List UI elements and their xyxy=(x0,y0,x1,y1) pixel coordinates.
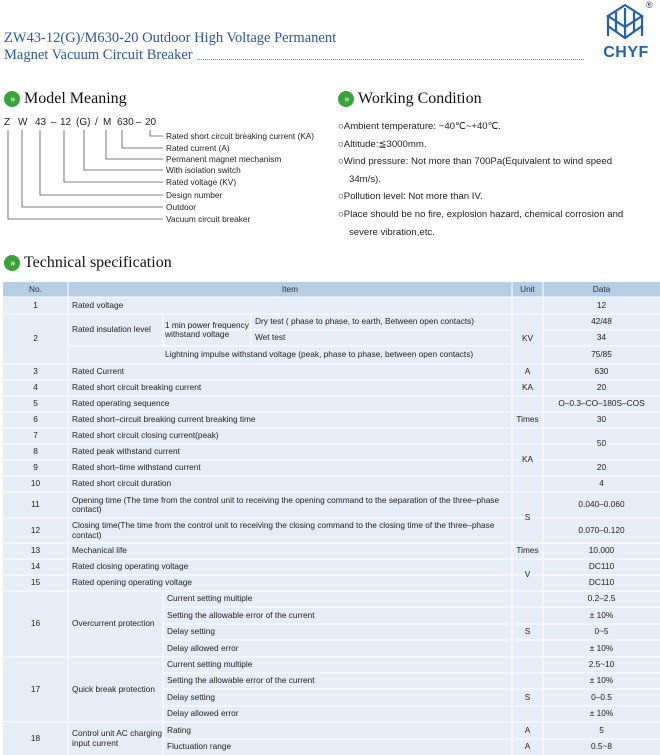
row-data: ± 10% xyxy=(589,675,614,686)
row-subitem: Dry test ( phase to phase, to earth, Between open contacts) xyxy=(255,316,475,327)
row-subitem: Delay setting xyxy=(167,626,215,637)
row-item: Rated insulation level xyxy=(72,324,151,335)
condition-item: ○Place should be no fire, explosion hazard, chemical corrosion and xyxy=(338,208,624,220)
code-part: / xyxy=(95,117,98,128)
row-item: Rated short–time withstand current xyxy=(72,462,201,473)
row-data: 0.040–0.060 xyxy=(578,499,625,510)
row-no: 2 xyxy=(33,333,38,344)
code-part: M xyxy=(103,117,112,128)
row-item: Control unit AC charging input current xyxy=(72,728,162,748)
document-title xyxy=(4,30,584,64)
row-item: Rated short circuit breaking current xyxy=(72,382,202,393)
row-item: Rated opening operating voltage xyxy=(72,577,192,588)
row-no: 5 xyxy=(33,398,38,409)
model-label: Rated current (A) xyxy=(166,143,230,153)
col-header-unit: Unit xyxy=(520,283,535,294)
code-part: – xyxy=(136,117,142,128)
row-data: 630 xyxy=(594,366,609,377)
row-no: 16 xyxy=(30,618,41,629)
working-condition-title: Working Condition xyxy=(358,90,482,107)
row-item: Quick break protection xyxy=(72,683,156,694)
model-meaning-heading xyxy=(4,90,127,108)
row-data: 0~5 xyxy=(594,626,609,637)
code-part: 12 xyxy=(60,117,72,128)
row-unit: Times xyxy=(516,414,539,425)
row-data: 10.000 xyxy=(588,545,615,556)
row-subitem: 1 min power frequency withstand voltage xyxy=(165,319,249,339)
row-unit: S xyxy=(524,511,531,522)
row-item: Rated Current xyxy=(72,366,125,377)
model-label: Rated short circuit breaking current (KA) xyxy=(166,131,315,141)
code-part: 630 xyxy=(117,117,134,128)
condition-item: 34m/s). xyxy=(349,173,381,185)
row-unit: S xyxy=(524,691,531,702)
row-subitem: Setting the allowable error of the current xyxy=(167,675,315,686)
row-no: 8 xyxy=(33,446,38,457)
model-diagram-lines xyxy=(0,112,330,232)
model-label: Outdoor xyxy=(166,202,196,212)
row-unit: V xyxy=(524,569,531,580)
row-data: 20 xyxy=(596,382,607,393)
row-item: Rated short circuit duration xyxy=(72,478,172,489)
double-chevron-icon: » xyxy=(4,91,20,107)
row-subitem: Current setting multiple xyxy=(167,593,253,604)
row-unit: A xyxy=(524,366,531,377)
code-part: Z xyxy=(4,117,11,128)
code-part: 20 xyxy=(145,117,157,128)
row-data: 2.5~10 xyxy=(588,659,615,670)
row-no: 4 xyxy=(33,382,38,393)
row-no: 15 xyxy=(30,577,41,588)
code-part: (G) xyxy=(76,117,91,128)
row-no: 18 xyxy=(30,732,41,743)
row-item: Closing time(The time from the control unit to receiving the closing command to the closing time of the three–phase contact) xyxy=(72,520,495,540)
col-header-item: Item xyxy=(281,283,299,294)
row-data: 20 xyxy=(596,462,607,473)
double-chevron-icon: » xyxy=(4,255,20,271)
row-data: 0.2–2.5 xyxy=(587,593,616,604)
row-item: Rated peak withstand current xyxy=(72,446,180,457)
row-no: 17 xyxy=(30,683,41,694)
row-no: 14 xyxy=(30,561,41,572)
row-subitem: Current setting multiple xyxy=(167,659,253,670)
row-item: Opening time (The time from the control unit to receiving the opening command to the separation of the three–phase contact) xyxy=(72,494,500,514)
row-data: 0.070–0.120 xyxy=(578,524,625,535)
title-line-2: Magnet Vacuum Circuit Breaker xyxy=(4,47,193,63)
tech-spec-title: Technical specification xyxy=(24,254,172,271)
row-data: 0.5~8 xyxy=(591,741,612,752)
row-data: 42/48 xyxy=(591,316,612,327)
double-chevron-icon: » xyxy=(338,91,354,107)
model-label: Vacuum circuit breaker xyxy=(166,214,251,224)
title-line-1: ZW43-12(G)/M630-20 Outdoor High Voltage Permanent xyxy=(4,30,337,46)
row-unit: S xyxy=(524,626,531,637)
row-unit: KA xyxy=(521,382,534,393)
col-header-no: No. xyxy=(29,283,42,294)
row-data: DC110 xyxy=(588,561,615,572)
row-subitem: Fluctuation range xyxy=(167,741,232,752)
row-data: 50 xyxy=(596,438,607,449)
row-no: 1 xyxy=(33,299,38,310)
row-subitem: Rating xyxy=(167,724,191,735)
condition-item: severe vibration,etc. xyxy=(349,226,435,238)
condition-item: ○Altitude:≦3000mm. xyxy=(338,138,427,150)
row-item: Mechanical life xyxy=(72,545,127,556)
row-data: ± 10% xyxy=(589,609,614,620)
working-condition-heading xyxy=(338,90,482,108)
tech-spec-heading xyxy=(4,254,172,272)
row-item: Rated short–circuit breaking current breaking time xyxy=(72,414,256,425)
row-no: 6 xyxy=(33,414,38,425)
model-label: Rated voltage (KV) xyxy=(166,177,237,187)
registered-mark: ® xyxy=(646,0,653,10)
row-item: Rated closing operating voltage xyxy=(72,561,189,572)
code-part: 43 xyxy=(35,117,47,128)
row-no: 9 xyxy=(33,462,38,473)
code-part: W xyxy=(18,117,28,128)
row-subitem: Delay allowed error xyxy=(167,642,239,653)
model-label: Permanent magnet mechanism xyxy=(166,154,282,164)
row-unit: A xyxy=(524,724,531,735)
condition-item: ○Ambient temperature: −40℃~+40℃. xyxy=(338,121,502,132)
row-no: 13 xyxy=(30,545,41,556)
row-data: 5 xyxy=(599,724,604,735)
row-data: O–0.3–CO–180S–COS xyxy=(558,398,645,409)
row-data: 4 xyxy=(599,478,604,489)
row-data: DC110 xyxy=(588,577,615,588)
row-item: Rated voltage xyxy=(72,299,124,310)
brand-name: CHYF xyxy=(603,44,649,61)
row-no: 7 xyxy=(33,430,38,441)
row-no: 3 xyxy=(33,366,38,377)
row-no: 10 xyxy=(30,478,41,489)
row-unit: KA xyxy=(521,454,534,465)
row-data: ± 10% xyxy=(589,642,614,653)
col-header-data: Data xyxy=(592,283,611,294)
row-item: Rated operating sequence xyxy=(72,398,170,409)
model-label: With isolation switch xyxy=(166,165,241,175)
condition-item: ○Pollution level: Not more than IV. xyxy=(338,191,483,203)
code-part: – xyxy=(51,117,57,128)
model-label: Design number xyxy=(166,190,223,200)
spec-table xyxy=(3,282,660,755)
row-subitem: Setting the allowable error of the current xyxy=(167,609,315,620)
row-subitem: Delay setting xyxy=(167,691,215,702)
row-data: 30 xyxy=(596,414,607,425)
row-item: Overcurrent protection xyxy=(72,618,155,629)
row-data: ± 10% xyxy=(589,708,614,719)
row-data: 0–0.5 xyxy=(591,691,612,702)
row-item: Rated short circuit closing current(peak) xyxy=(72,430,219,441)
row-no: 11 xyxy=(31,499,40,510)
condition-item: ○Wind pressure: Not more than 700Pa(Equivalent to wind speed xyxy=(338,156,613,168)
row-subitem: Delay allowed error xyxy=(167,708,239,719)
row-data: 12 xyxy=(596,299,607,310)
row-unit: Times xyxy=(516,545,539,556)
model-meaning-title: Model Meaning xyxy=(24,90,127,107)
row-data: 75/85 xyxy=(591,349,612,360)
row-subitem: Lightning impulse withstand voltage (peak, phase to phase, between open contacts) xyxy=(165,349,474,360)
row-unit: KV xyxy=(521,333,534,344)
row-unit: A xyxy=(524,741,531,752)
row-data: 34 xyxy=(596,332,607,343)
row-no: 12 xyxy=(30,524,41,535)
model-diagram xyxy=(0,112,330,232)
working-condition-list xyxy=(338,118,660,241)
row-subitem: Wet test xyxy=(255,332,286,343)
